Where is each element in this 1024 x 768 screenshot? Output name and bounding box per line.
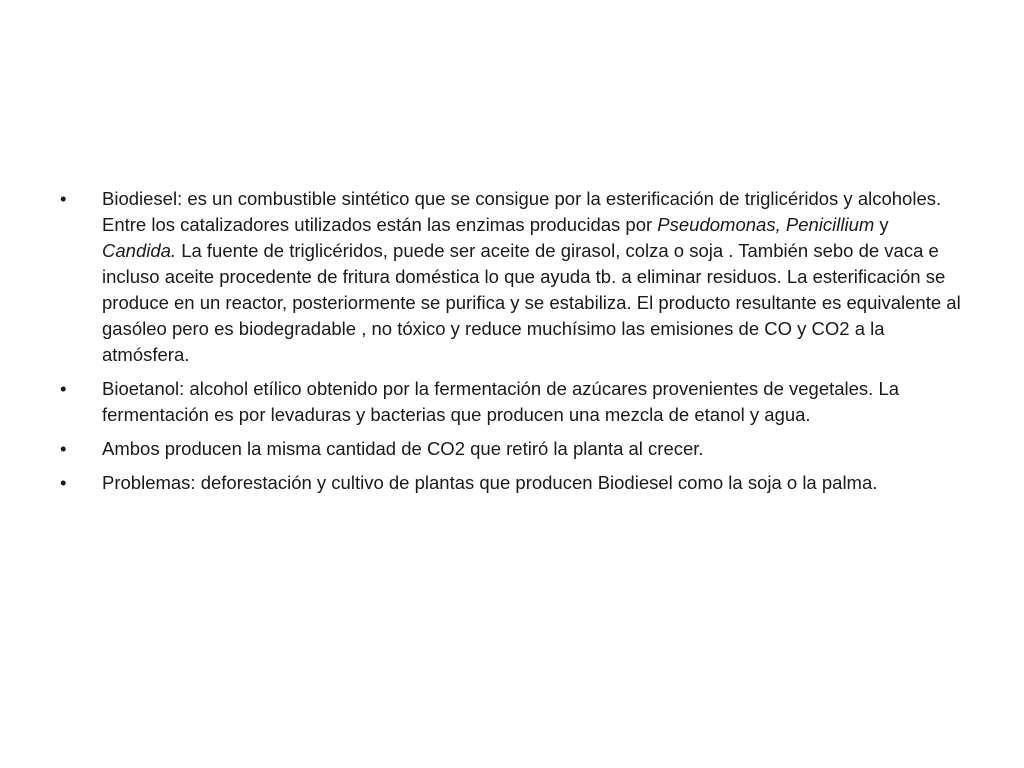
- bullet-item-ambos: [60, 436, 965, 462]
- bullet-icon: •: [60, 438, 67, 459]
- bullet-icon: •: [60, 188, 67, 209]
- text-segment: Ambos producen la misma cantidad de CO2 que retiró la planta al crecer.: [102, 438, 704, 459]
- bullet-text: [102, 378, 899, 425]
- text-segment: Bioetanol: alcohol etílico obtenido por la fermentación de azúcares provenientes de vegetales. La fermentación es por levaduras y bacterias que producen una mezcla de etanol y agua.: [102, 378, 900, 425]
- italic-text-segment: Pseudomonas, Penicillium: [657, 214, 875, 235]
- bullet-text: [102, 188, 961, 365]
- bullet-text: [102, 472, 877, 493]
- bullet-item-bioetanol: [60, 376, 965, 428]
- bullet-item-biodiesel: [60, 186, 965, 368]
- italic-text-segment: Candida.: [102, 240, 177, 261]
- bullet-list: [60, 186, 965, 504]
- bullet-item-problemas: [60, 470, 965, 496]
- text-segment: Problemas: deforestación y cultivo de plantas que producen Biodiesel como la soja o la palma.: [102, 472, 878, 493]
- text-segment: y: [874, 214, 889, 235]
- text-segment: Biodiesel: es un combustible sintético que se consigue por la esterificación de triglicéridos y alcoholes. Entre los catalizadores utilizados están las enzimas producidas por: [102, 188, 942, 235]
- bullet-icon: •: [60, 472, 67, 493]
- text-segment: La fuente de triglicéridos, puede ser aceite de girasol, colza o soja . También sebo de vaca e incluso aceite procedente de fritura doméstica lo que ayuda tb. a eliminar residuos. La esterificación se produce en un reactor, posteriormente se purifica y se estabiliza. El producto resultante es equivalente al gasóleo pero es biodegradable , no tóxico y reduce muchísimo las emisiones de CO y CO2 a la atmósfera.: [102, 240, 961, 365]
- bullet-icon: •: [60, 378, 67, 399]
- bullet-text: [102, 438, 704, 459]
